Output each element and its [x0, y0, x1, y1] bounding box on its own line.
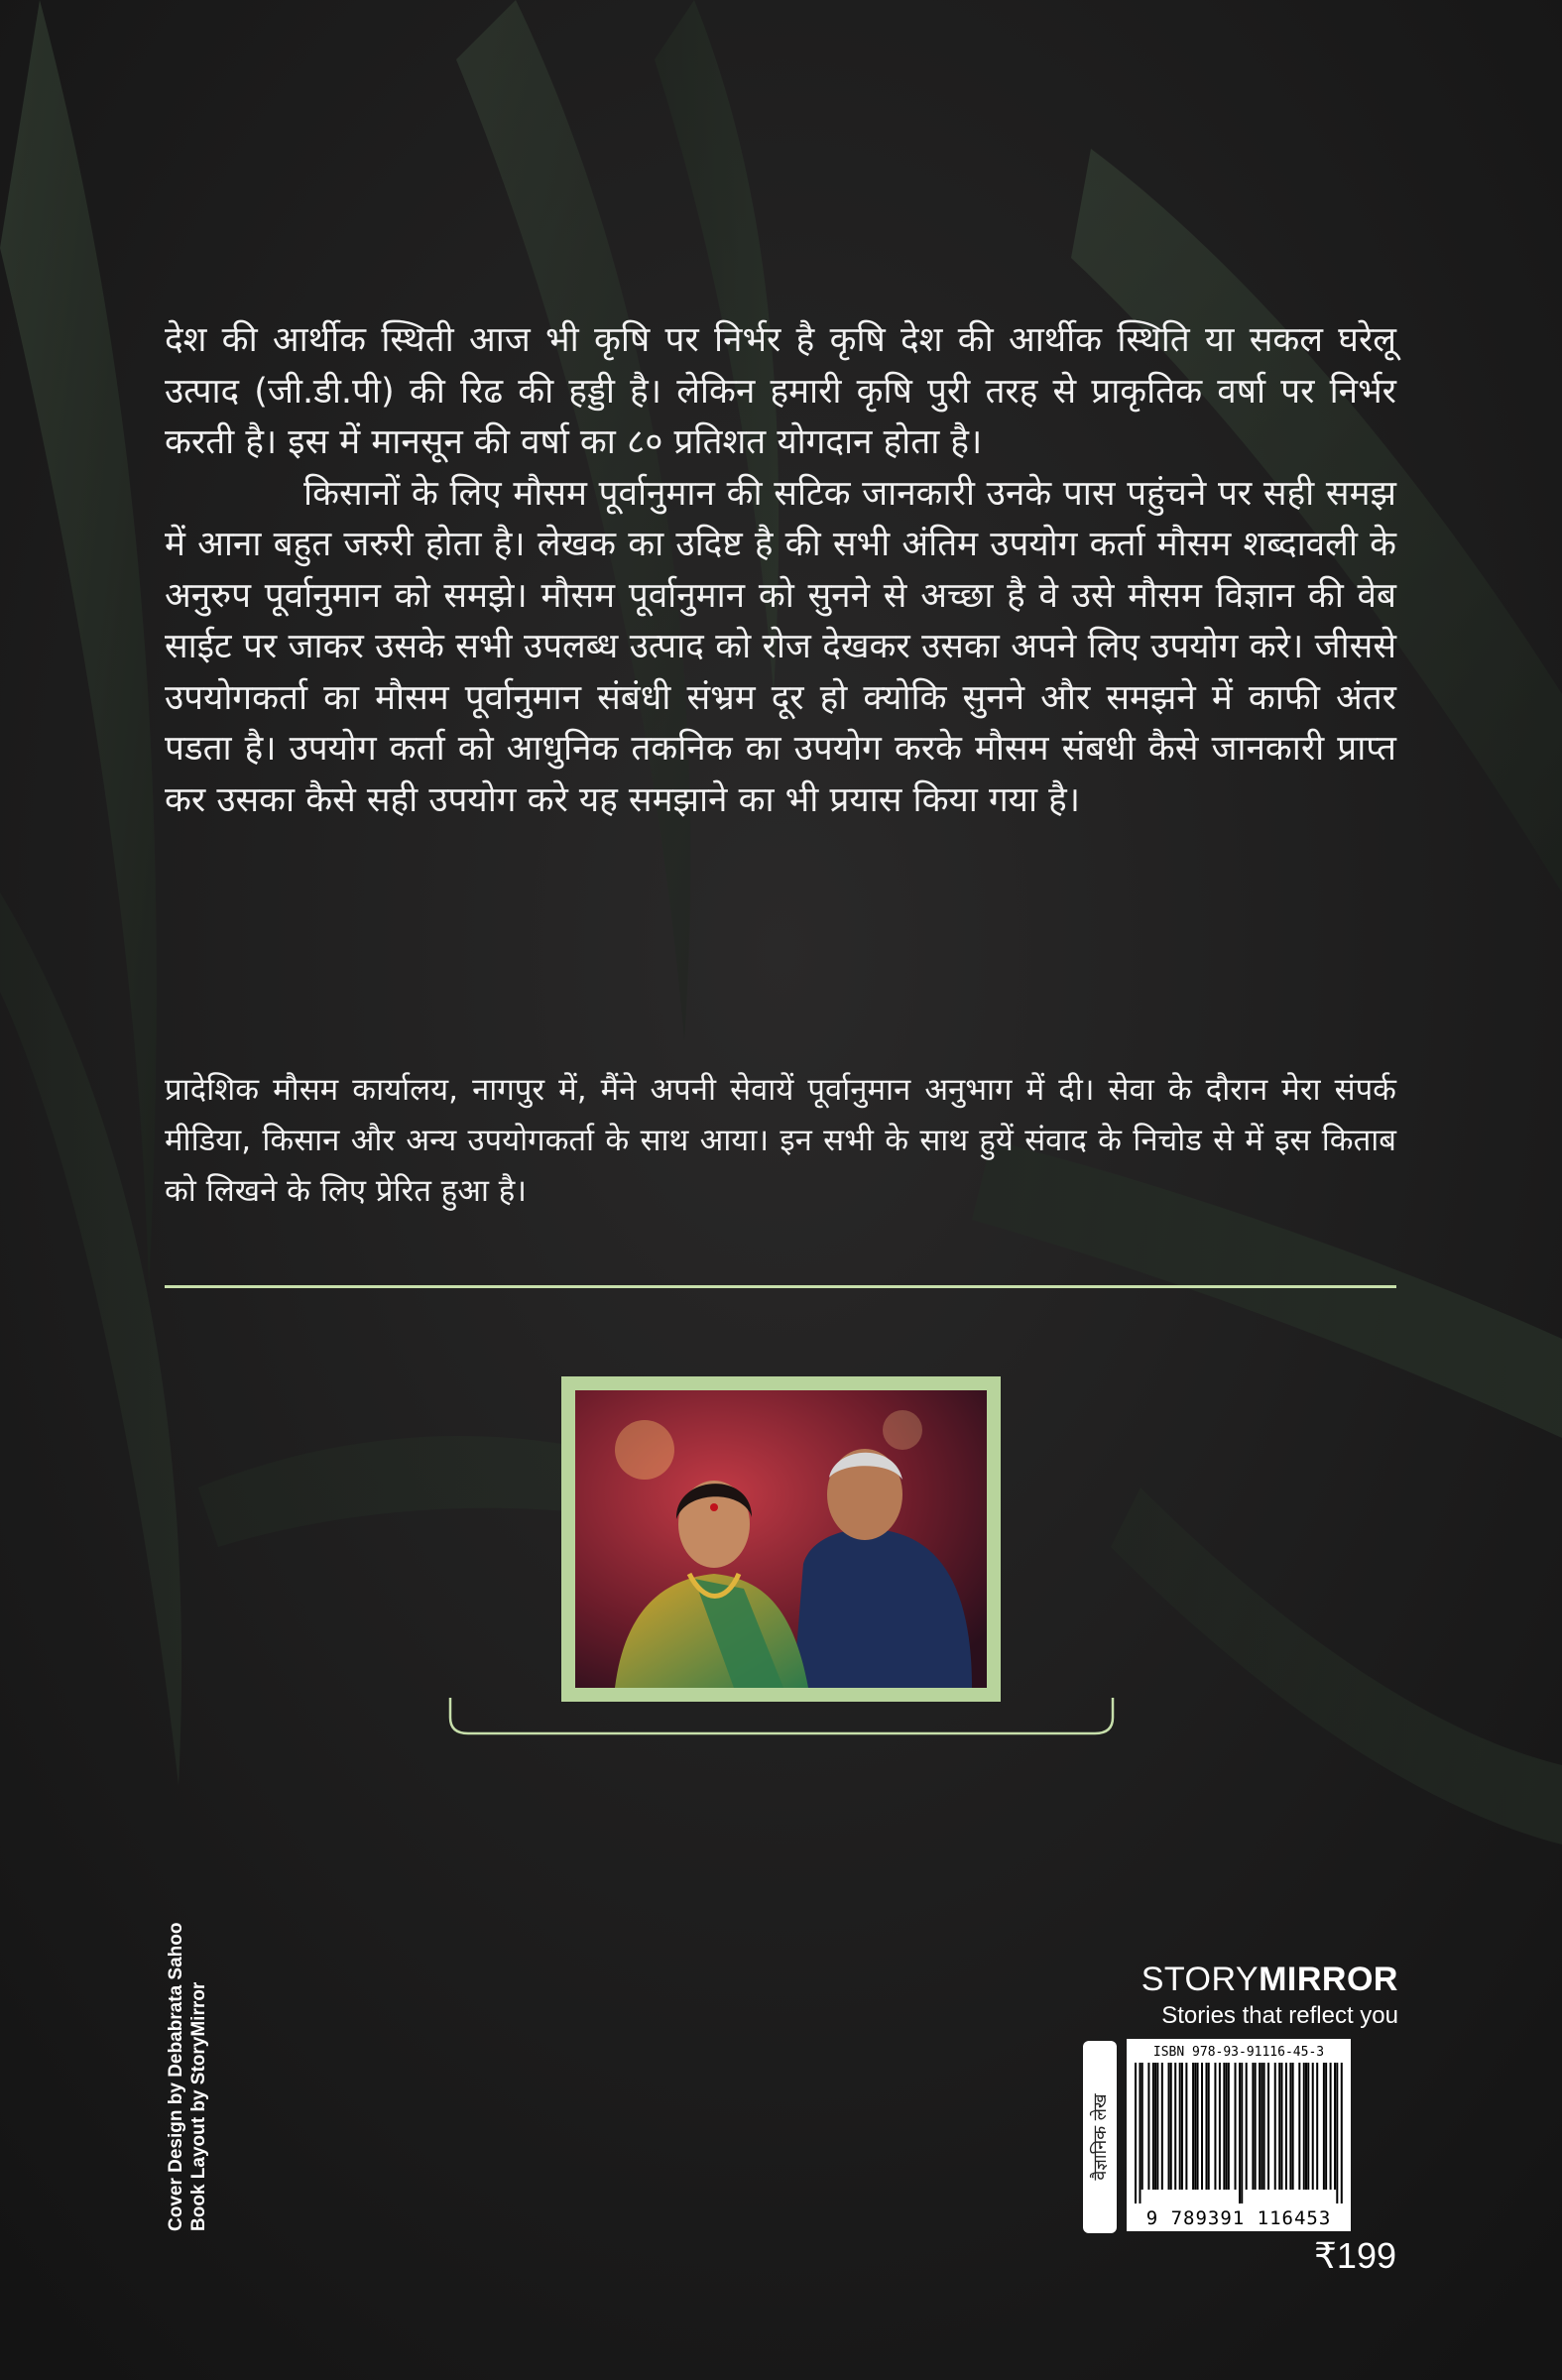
- barcode-bar: [1174, 2063, 1176, 2190]
- barcode-bar: [1223, 2063, 1225, 2190]
- barcode-digits: 9 789391 116453: [1145, 2207, 1332, 2229]
- barcode-bar: [1289, 2063, 1291, 2190]
- barcode-bar: [1161, 2063, 1163, 2190]
- isbn-barcode: [1127, 2039, 1351, 2231]
- synopsis: [165, 315, 1396, 826]
- barcode-bar: [1285, 2063, 1287, 2190]
- barcode-bar: [1307, 2063, 1309, 2190]
- barcode-bar: [1259, 2063, 1261, 2190]
- barcode-bar: [1267, 2063, 1269, 2190]
- about-author-text: प्रादेशिक मौसम कार्यालय, नागपुर में, मैंने अपनी सेवायें पूर्वानुमान अनुभाग में दी। सेवा के दौरान मेरा संपर्क मीडिया, किसान और अन्य उपयोगकर्ता के साथ आया। इन सभी के साथ हुयें संवाद के निचोड से में इस किताब को लिखने के लिए प्रेरित हुआ है।: [165, 1072, 1396, 1209]
- barcode-bar: [1147, 2063, 1149, 2190]
- barcode-bar: [1214, 2063, 1216, 2190]
- layout-credit: Book Layout by StoryMirror: [188, 1981, 209, 2231]
- barcode-bar: [1156, 2063, 1158, 2190]
- barcode-bar: [1323, 2063, 1325, 2190]
- barcode-bar: [1154, 2063, 1156, 2190]
- barcode-bar: [1325, 2063, 1327, 2190]
- barcode-bar: [1298, 2063, 1300, 2190]
- barcode-bar: [1141, 2063, 1143, 2190]
- barcode-bar: [1197, 2063, 1199, 2190]
- barcode-bar: [1341, 2063, 1343, 2203]
- barcode-bar: [1194, 2063, 1196, 2190]
- barcode-bar: [1226, 2063, 1228, 2190]
- barcode-bar: [1334, 2063, 1336, 2190]
- barcode-bar: [1239, 2063, 1241, 2203]
- publisher-logo: STORYMIRROR: [1141, 1961, 1398, 1998]
- about-author: [165, 1065, 1396, 1217]
- barcode-bar: [1201, 2063, 1203, 2190]
- barcode-bar: [1139, 2063, 1141, 2203]
- barcode-bars: [1135, 2063, 1343, 2203]
- barcode-bar: [1219, 2063, 1221, 2190]
- genre-label: [1083, 2041, 1117, 2233]
- divider-line: [165, 1285, 1396, 1288]
- barcode-bar: [1252, 2063, 1254, 2190]
- publisher-brand: [1101, 1961, 1398, 2030]
- genre-text: वैज्ञानिक लेख: [1090, 2093, 1111, 2181]
- barcode-bar: [1305, 2063, 1307, 2190]
- barcode-bar: [1181, 2063, 1183, 2190]
- barcode-bar: [1235, 2063, 1237, 2190]
- barcode-bar: [1280, 2063, 1282, 2190]
- barcode-bar: [1330, 2063, 1332, 2190]
- barcode-bar: [1255, 2063, 1257, 2190]
- barcode-bar: [1185, 2063, 1187, 2190]
- barcode-bar: [1261, 2063, 1262, 2190]
- design-credits: [165, 1923, 210, 2231]
- barcode-bar: [1241, 2063, 1243, 2203]
- barcode-bar: [1152, 2063, 1154, 2190]
- barcode-bar: [1179, 2063, 1181, 2190]
- synopsis-paragraph-1: देश की आर्थीक स्थिती आज भी कृषि पर निर्भर है कृषि देश की आर्थीक स्थिति या सकल घरेलू उत्पाद (जी.डी.पी) की रिढ की हड्डी है। लेकिन हमारी कृषि पुरी तरह से प्राकृतिक वर्षा पर निर्भर करती है। इस में मानसून की वर्षा का ८० प्रतिशत योगदान होता है।: [165, 320, 1396, 462]
- barcode-bar: [1170, 2063, 1172, 2190]
- barcode-bar: [1278, 2063, 1280, 2190]
- barcode-bar: [1192, 2063, 1194, 2190]
- publisher-tagline: Stories that reflect you: [1161, 2002, 1398, 2029]
- author-photo-frame: [561, 1376, 1001, 1702]
- barcode-bar: [1208, 2063, 1210, 2190]
- barcode-bar: [1316, 2063, 1318, 2190]
- barcode-bar: [1168, 2063, 1170, 2190]
- synopsis-paragraph-2: किसानों के लिए मौसम पूर्वानुमान की सटिक जानकारी उनके पास पहुंचने पर सही समझ में आना बहुत जरुरी होता है। लेखक का उदिष्ट है की सभी अंतिम उपयोग कर्ता मौसम शब्दावली के अनुरुप पूर्वानुमान को समझे। मौसम पूर्वानुमान को सुनने से अच्छा है वे उसे मौसम विज्ञान की वेब साईट पर जाकर उसके सभी उपलब्ध उत्पाद को रोज देखकर उसका अपने लिए उपयोग करे। जीससे उपयोगकर्ता का मौसम पूर्वानुमान संबंधी संभ्रम दूर हो क्योकि सुनने और समझने में काफी अंतर पडता है। उपयोग कर्ता को आधुनिक तकनिक का उपयोग करके मौसम संबधी कैसे जानकारी प्राप्त कर उसका कैसे सही उपयोग करे यह समझाने का भी प्रयास किया गया है।: [165, 473, 1396, 820]
- barcode-bar: [1205, 2063, 1207, 2190]
- barcode-bar: [1312, 2063, 1314, 2190]
- barcode-bar: [1228, 2063, 1230, 2190]
- barcode-bar: [1263, 2063, 1265, 2190]
- barcode-bar: [1292, 2063, 1294, 2190]
- barcode-bar: [1246, 2063, 1248, 2190]
- isbn-number: ISBN 978-93-91116-45-3: [1152, 2045, 1325, 2060]
- cover-design-credit: Cover Design by Debabrata Sahoo: [166, 1922, 186, 2231]
- barcode-bar: [1336, 2063, 1338, 2203]
- barcode-bar: [1274, 2063, 1276, 2190]
- photo-bracket: [448, 1698, 1115, 1737]
- barcode-bar: [1303, 2063, 1305, 2190]
- barcode-bar: [1135, 2063, 1137, 2203]
- author-photo: [575, 1390, 987, 1688]
- price: ₹199: [1314, 2235, 1396, 2276]
